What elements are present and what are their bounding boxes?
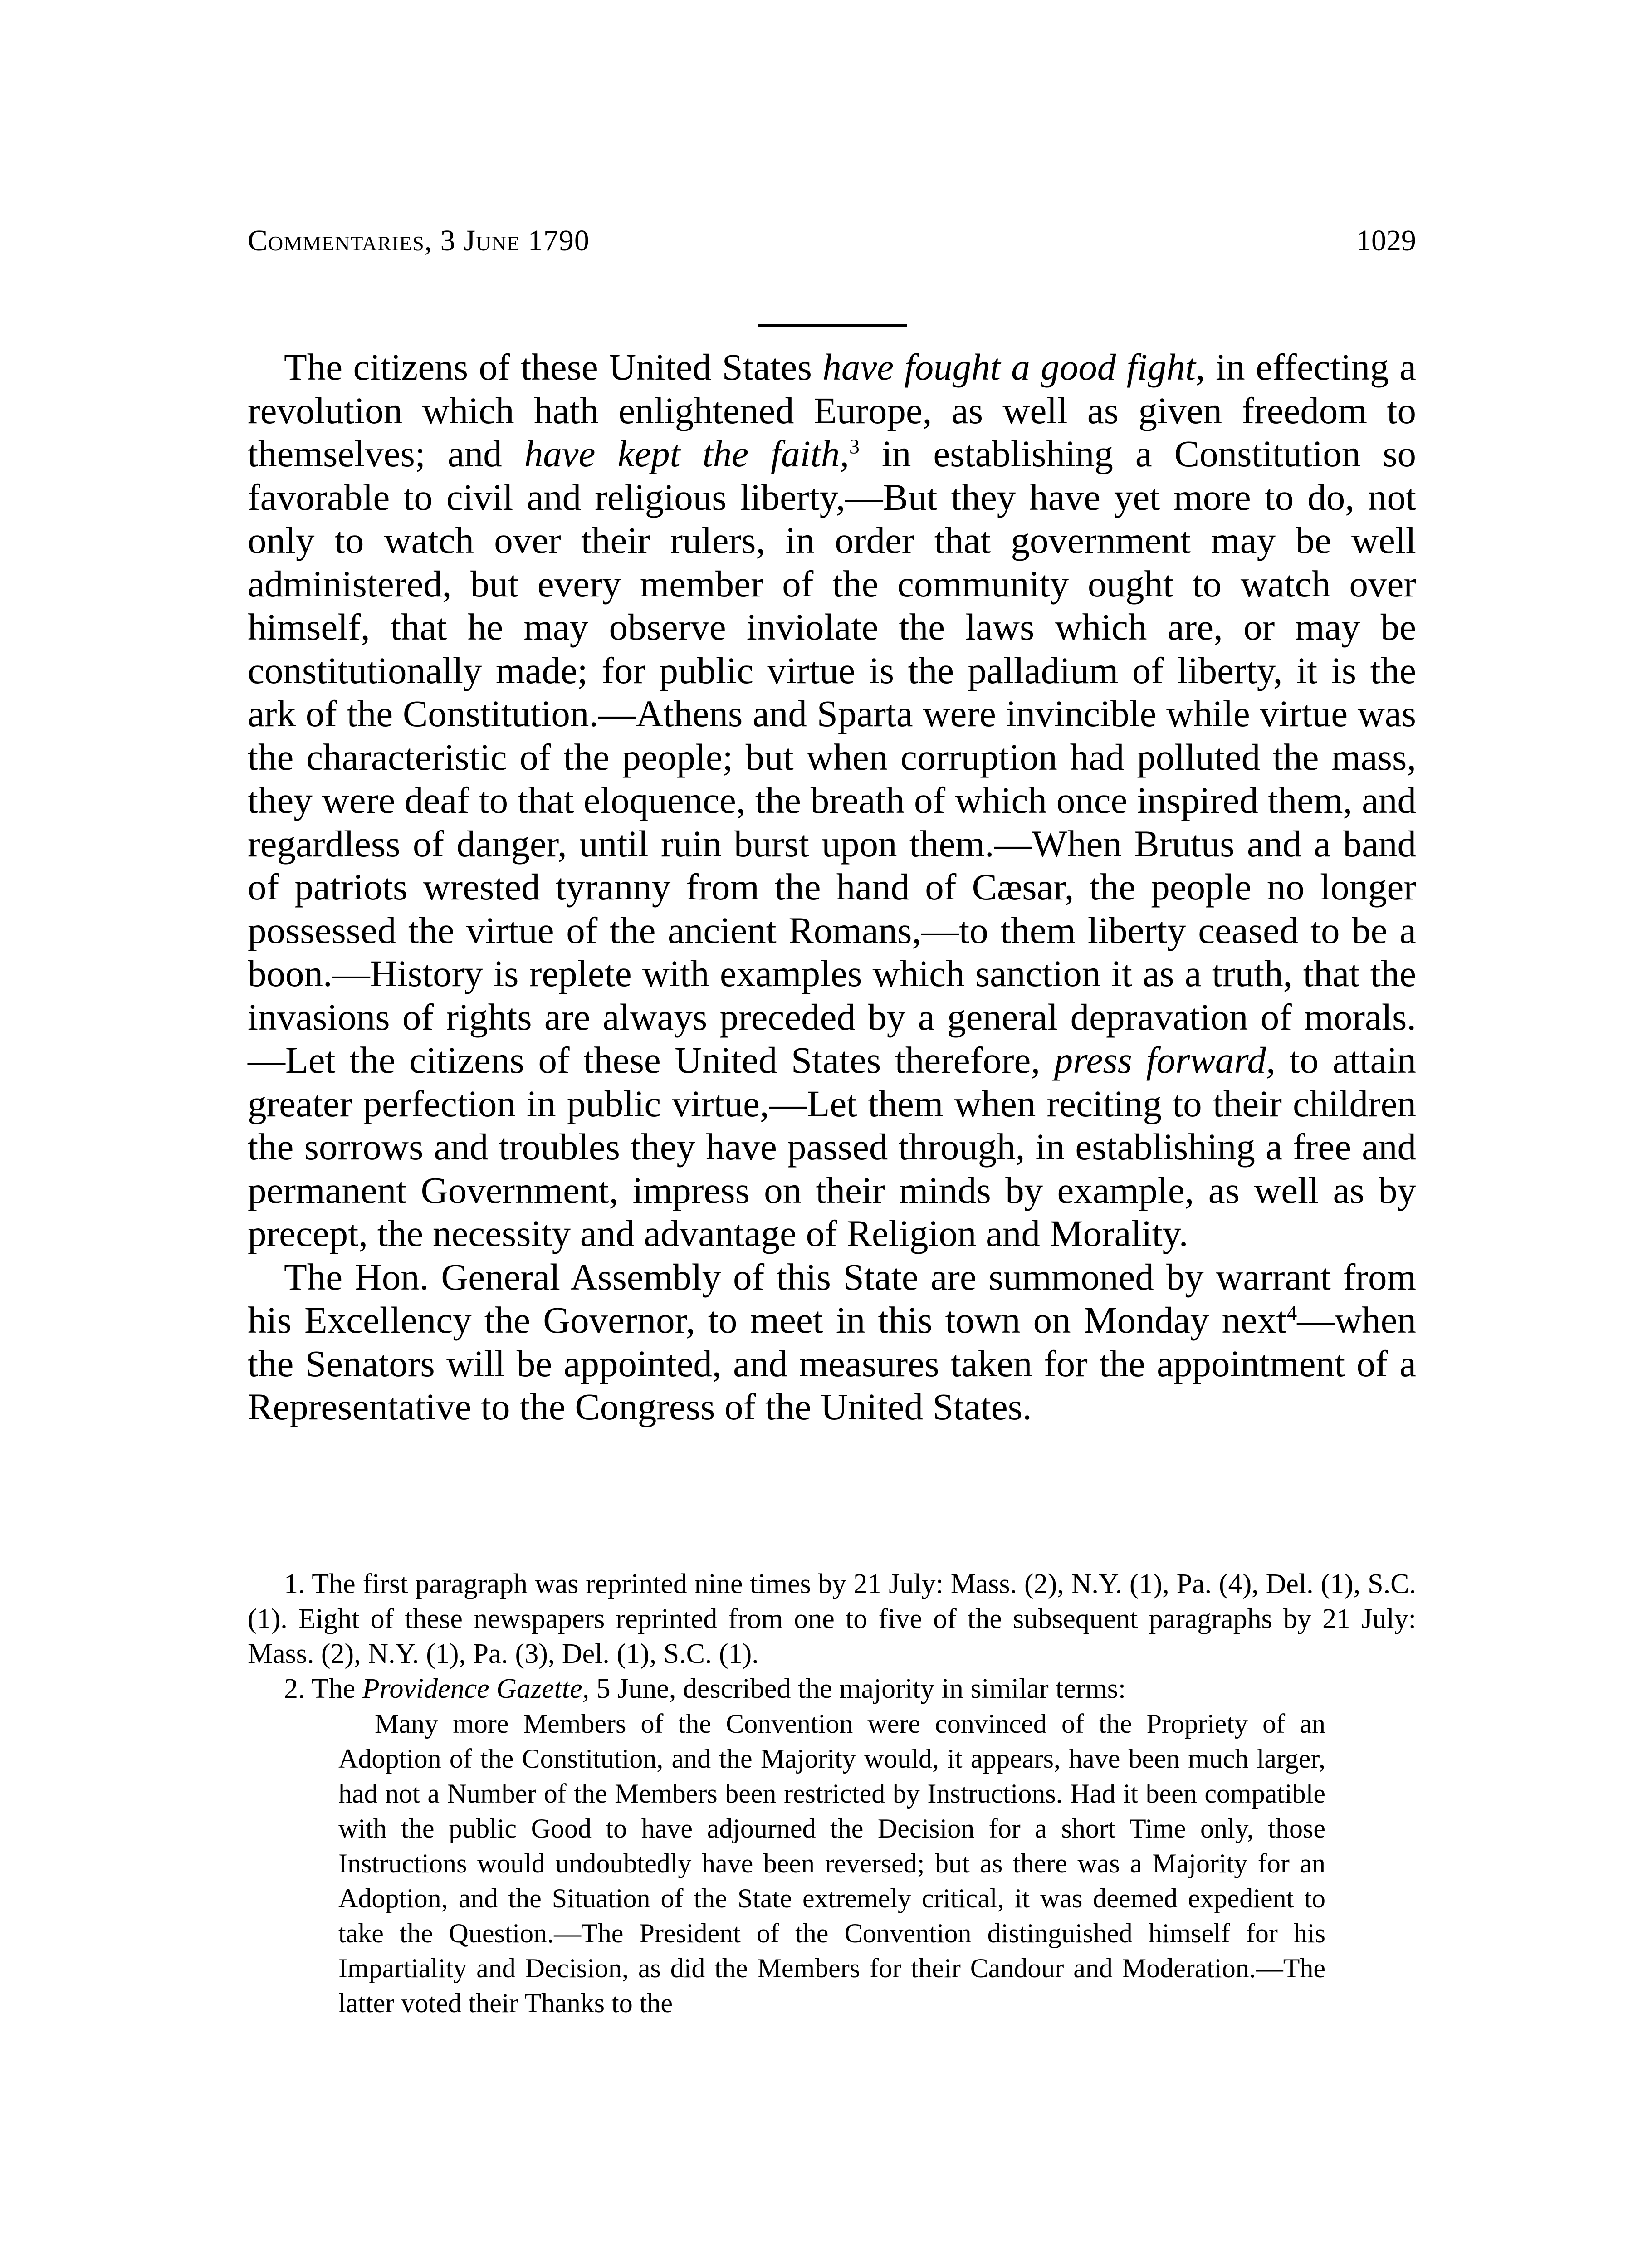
running-head-title-month: June	[464, 224, 520, 257]
footnote-2	[248, 1672, 1416, 1706]
footnote-ref-3: 3	[849, 435, 860, 458]
footnote-1: 1. The first paragraph was reprinted nine times by 21 July: Mass. (2), N.Y. (1), Pa. (4), Del. (1), S.C. (1). Eight of these newspapers reprinted from one to five of the subsequent paragraphs by 21 July: Mass. (2), N.Y. (1), Pa. (3), Del. (1), S.C. (1).	[248, 1569, 1416, 1669]
running-head-title-start: Commentaries, 3	[248, 224, 464, 257]
footnote-2-italic: Providence Gazette,	[362, 1673, 590, 1704]
running-head-title-year: 1790	[520, 224, 590, 257]
block-quote: Many more Members of the Convention were convinced of the Propriety of an Adoption of the Constitution, and the Majority would, it appears, have been much larger, had not a Number of the Members been restricted by Instructions. Had it been compatible with the public Good to have adjourned the Decision for a short Time only, those Instructions would undoubtedly have been reversed; but as there was a Majority for an Adoption, and the Situation of the State extremely critical, it was deemed expedient to take the Question.—The President of the Convention distinguished himself for his Impartiality and Decision, as did the Members for their Candour and Moderation.—The latter voted their Thanks to the	[338, 1709, 1325, 2018]
body-paragraph-1-italic-a: have fought a good fight,	[822, 346, 1205, 388]
body-paragraph-1-text-c: in establishing a Constitution so favorable to civil and religious liberty,—But they have yet more to do, not only to watch over their rulers, in order that government may be well administered, but every member of the community ought to watch over himself, that he may observe inviolate the laws which are, or may be constitutionally made; for public virtue is the palladium of liberty, it is the ark of the Constitution.—Athens and Sparta were invincible while virtue was the characteristic of the people; but when corruption had polluted the mass, they were deaf to that eloquence, the breath of which once inspired them, and regardless of danger, until ruin burst upon them.—When Brutus and a band of patriots wrested tyranny from the hand of Cæsar, the people no longer possessed the virtue of the ancient Romans,—to them liberty ceased to be a boon.—History is replete with examples which sanction it as a truth, that the invasions of rights are always preceded by a general depravation of morals.—Let the citizens of these United States therefore,	[248, 433, 1417, 1081]
body-paragraph-1	[248, 346, 1416, 1256]
body-paragraph-2-text-a: The Hon. General Assembly of this State are summoned by warrant from his Excellency the Governor, to meet in this town on Monday next	[248, 1256, 1416, 1341]
body-paragraph-2-text-b: —when the Senators will be appointed, and measures taken for the appointment of a Representative to the Congress of the United States.	[248, 1299, 1416, 1427]
body-paragraph-1-italic-b: have kept the faith,	[524, 433, 849, 474]
body-paragraph-1-text-b: in effecting a revolution which hath enlightened Europe, as well as given freedom to themselves; and	[248, 346, 1416, 474]
body-paragraph-2	[248, 1256, 1416, 1429]
footnotes	[248, 1567, 1416, 2021]
page-number: 1029	[1356, 224, 1416, 257]
footnote-2-text-a: 2. The	[284, 1673, 362, 1704]
running-head	[248, 220, 1416, 261]
body-paragraph-1-italic-c: press forward,	[1054, 1039, 1276, 1081]
article-body	[248, 346, 1416, 1429]
section-divider	[758, 324, 907, 327]
running-head-title	[248, 220, 590, 261]
footnote-ref-4: 4	[1286, 1301, 1297, 1325]
body-paragraph-1-text-d: to attain greater perfection in public virtue,—Let them when reciting to their children the sorrows and troubles they have passed through, in establishing a free and permanent Government, impress on their minds by example, as well as by precept, the necessity and advantage of Religion and Morality.	[248, 1039, 1416, 1254]
body-paragraph-1-text-a: The citizens of these United States	[284, 346, 823, 388]
footnote-2-text-b: 5 June, described the majority in similar terms:	[589, 1673, 1126, 1704]
